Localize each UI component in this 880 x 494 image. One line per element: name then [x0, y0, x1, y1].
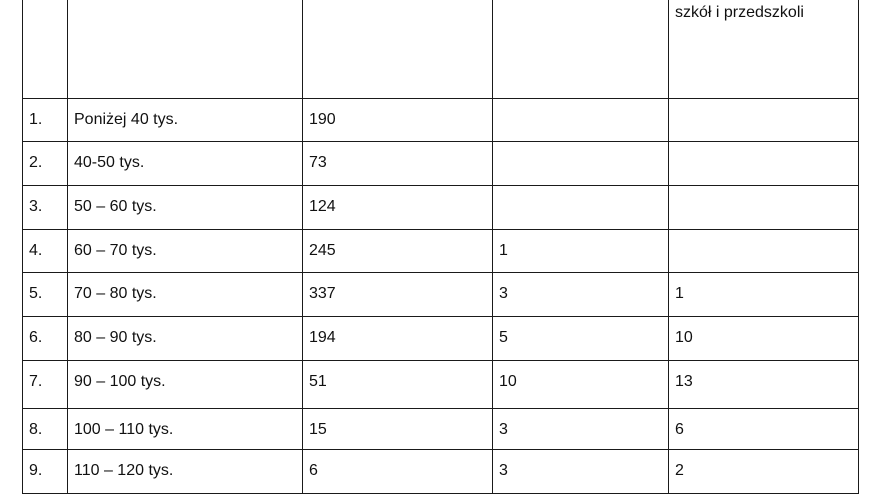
header-line: szkół i przedszkoli	[675, 4, 804, 21]
cell-total: 6	[303, 450, 493, 494]
header-line	[74, 0, 302, 1]
table-row	[23, 273, 859, 317]
salary-distribution-table	[22, 0, 859, 494]
cell-deputy-directors	[669, 142, 859, 186]
cell-total: 51	[303, 361, 493, 409]
cell-number: 3.	[23, 186, 68, 230]
header-cell-total	[303, 0, 493, 99]
cell-deputy-directors: 10	[669, 317, 859, 361]
cell-number: 6.	[23, 317, 68, 361]
cell-salary-range: 80 – 90 tys.	[68, 317, 303, 361]
cell-salary-range: 50 – 60 tys.	[68, 186, 303, 230]
table-row	[23, 450, 859, 494]
cell-deputy-directors: 6	[669, 409, 859, 450]
cell-directors	[493, 142, 669, 186]
table-body	[23, 0, 859, 494]
header-cell-deputy-directors	[669, 0, 859, 99]
header-cell-number	[23, 0, 68, 99]
table-header-row	[23, 0, 859, 99]
table-row	[23, 230, 859, 273]
table-row	[23, 361, 859, 409]
cell-total: 337	[303, 273, 493, 317]
cell-directors: 3	[493, 409, 669, 450]
table-row	[23, 99, 859, 142]
cell-directors	[493, 186, 669, 230]
cell-total: 245	[303, 230, 493, 273]
cell-salary-range: 110 – 120 tys.	[68, 450, 303, 494]
cell-number: 5.	[23, 273, 68, 317]
cell-salary-range: 90 – 100 tys.	[68, 361, 303, 409]
cell-directors: 10	[493, 361, 669, 409]
header-cell-salary-range	[68, 0, 303, 99]
cell-total: 15	[303, 409, 493, 450]
cell-directors: 3	[493, 450, 669, 494]
cell-deputy-directors	[669, 186, 859, 230]
cell-salary-range: 60 – 70 tys.	[68, 230, 303, 273]
cell-number: 9.	[23, 450, 68, 494]
table-row	[23, 409, 859, 450]
cell-total: 73	[303, 142, 493, 186]
table-row	[23, 186, 859, 230]
cell-total: 190	[303, 99, 493, 142]
cell-salary-range: 100 – 110 tys.	[68, 409, 303, 450]
cell-salary-range: 40-50 tys.	[68, 142, 303, 186]
cell-deputy-directors	[669, 230, 859, 273]
cell-salary-range: Poniżej 40 tys.	[68, 99, 303, 142]
table-row	[23, 317, 859, 361]
cell-directors	[493, 99, 669, 142]
cell-number: 7.	[23, 361, 68, 409]
cell-directors: 1	[493, 230, 669, 273]
header-cell-directors	[493, 0, 669, 99]
header-line	[309, 0, 492, 1]
header-line	[499, 0, 668, 1]
table-row	[23, 142, 859, 186]
cell-deputy-directors: 1	[669, 273, 859, 317]
cell-directors: 3	[493, 273, 669, 317]
cell-deputy-directors	[669, 99, 859, 142]
cell-number: 4.	[23, 230, 68, 273]
cell-number: 1.	[23, 99, 68, 142]
cell-number: 8.	[23, 409, 68, 450]
cell-salary-range: 70 – 80 tys.	[68, 273, 303, 317]
cell-total: 194	[303, 317, 493, 361]
cell-deputy-directors: 2	[669, 450, 859, 494]
cell-total: 124	[303, 186, 493, 230]
cell-directors: 5	[493, 317, 669, 361]
cell-deputy-directors: 13	[669, 361, 859, 409]
cell-number: 2.	[23, 142, 68, 186]
